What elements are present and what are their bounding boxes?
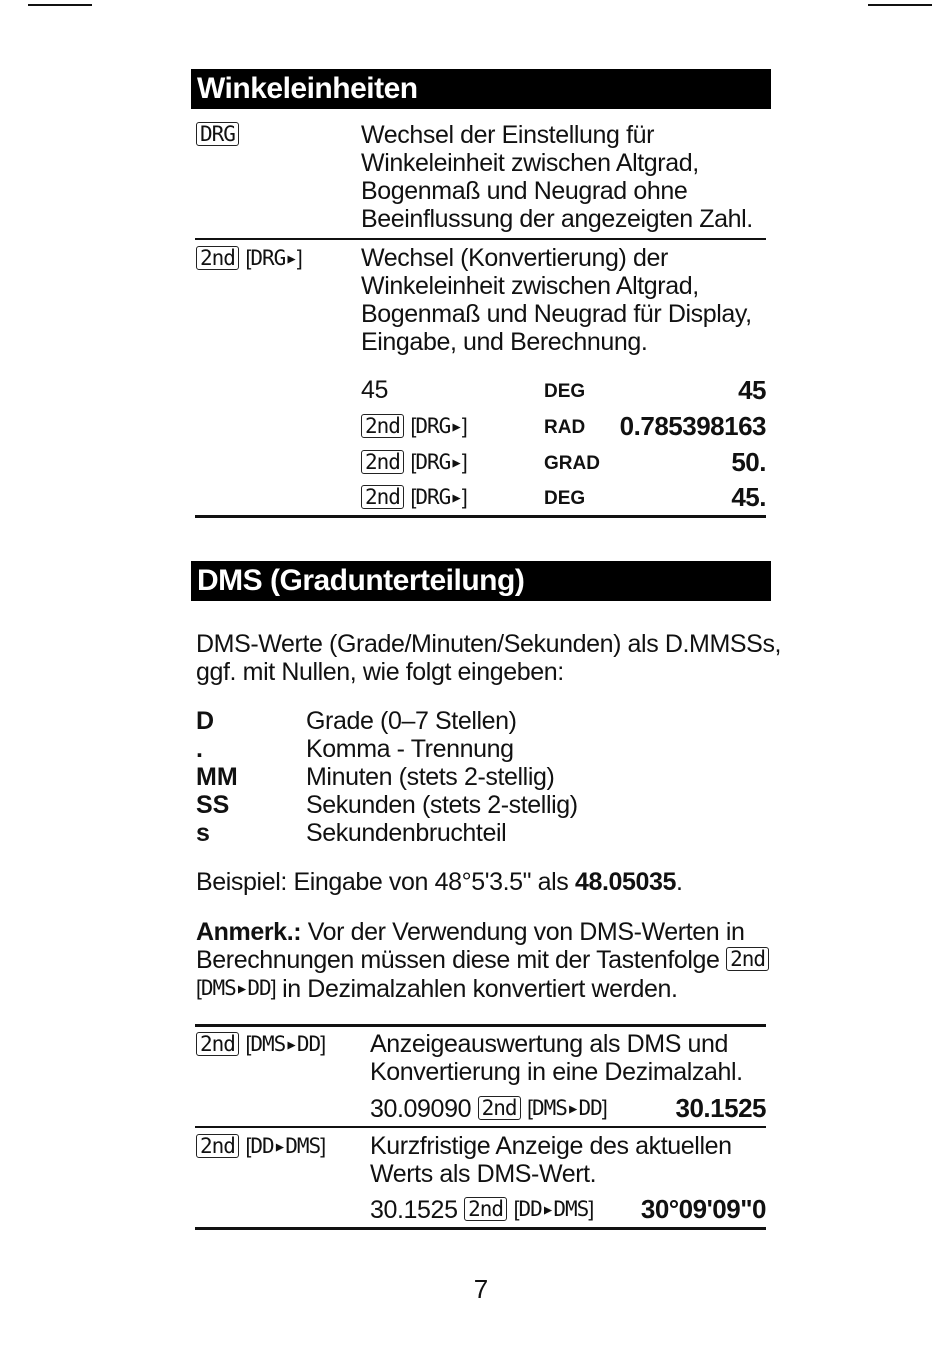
legend-label: SS (196, 791, 230, 819)
section-title-winkeleinheiten: Winkeleinheiten (191, 69, 771, 109)
dms-dd-result: 30.1525 (675, 1093, 766, 1123)
dd-dms-example: 30.1525 2nd [ DD▸DMS ] (370, 1195, 593, 1224)
example-keys: 2nd [ DRG▸ ] (361, 448, 467, 477)
dms-intro: DMS-Werte (Grade/Minuten/Sekunden) als D.MMSSs, ggf. mit Nullen, wie folgt eingeben: (196, 630, 782, 686)
crop-mark-right (868, 4, 932, 6)
dd-dms-description: Kurzfristige Anzeige des aktuellen Werts als DMS-Wert. (370, 1132, 732, 1188)
dd-dms-result: 30°09'09"0 (640, 1194, 766, 1224)
divider (195, 515, 766, 518)
legend-label: MM (196, 763, 238, 791)
legend-text: Sekundenbruchteil (306, 819, 507, 847)
example-sentence: Beispiel: Eingabe von 48°5'3.5" als 48.05035. (196, 868, 683, 896)
legend-text: Grade (0–7 Stellen) (306, 707, 517, 735)
example-keys: 2nd [ DRG▸ ] (361, 412, 467, 441)
example-result: 50. (731, 447, 766, 477)
example-result: 45. (731, 482, 766, 512)
example-mode: GRAD (544, 453, 600, 474)
crop-mark-left (28, 4, 92, 6)
page-number: 7 (473, 1274, 489, 1304)
example-result: 45 (738, 375, 766, 405)
drg-description: Wechsel der Einstellung für Winkeleinheit zwischen Altgrad, Bogenmaß und Neugrad ohne Beeinflussung der angezeigten Zahl. (361, 121, 753, 233)
example-keys: 2nd [ DRG▸ ] (361, 483, 467, 512)
legend-text: Sekunden (stets 2-stellig) (306, 791, 578, 819)
note: Anmerk.: Vor der Verwendung von DMS-Werten in Berechnungen müssen diese mit der Tastenfolge 2nd [ DMS▸DD ] in Dezimalzahlen konvertiert werden. (196, 918, 769, 1003)
divider (195, 1227, 766, 1230)
dms-dd-example: 30.09090 2nd [ DMS▸DD ] (370, 1094, 607, 1123)
divider (195, 238, 766, 240)
dms-dd-description: Anzeigeauswertung als DMS und Konvertierung in eine Dezimalzahl. (370, 1030, 743, 1086)
divider (195, 1024, 766, 1027)
legend-label: D (196, 707, 215, 735)
example-result: 0.785398163 (619, 411, 766, 441)
legend-label: . (196, 735, 203, 763)
legend-label: s (196, 819, 210, 847)
2nd-dms-dd-key: 2nd [ DMS▸DD ] (196, 1030, 325, 1059)
divider (195, 1126, 766, 1128)
legend-text: Komma - Trennung (306, 735, 514, 763)
drg-key: DRG (196, 121, 239, 149)
section-title-dms: DMS (Gradunterteilung) (191, 561, 771, 601)
2nd-dd-dms-key: 2nd [ DD▸DMS ] (196, 1132, 325, 1161)
example-mode: DEG (544, 381, 586, 402)
2nd-drg-key: 2nd [ DRG▸ ] (196, 244, 302, 273)
2nd-drg-description: Wechsel (Konvertierung) der Winkeleinheit zwischen Altgrad, Bogenmaß und Neugrad für Display, Eingabe, und Berechnung. (361, 244, 752, 356)
example-mode: RAD (544, 417, 586, 438)
legend-text: Minuten (stets 2-stellig) (306, 763, 555, 791)
example-input: 45 (361, 376, 389, 404)
example-mode: DEG (544, 488, 586, 509)
